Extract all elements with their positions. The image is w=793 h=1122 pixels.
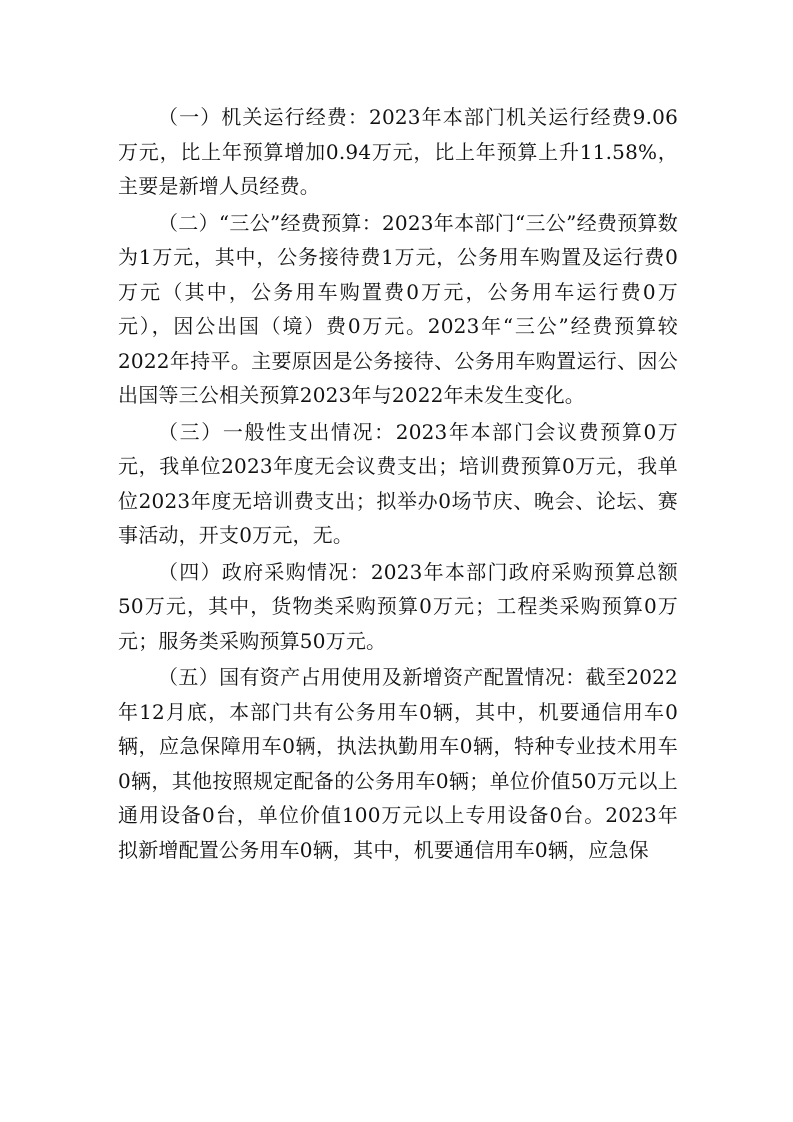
paragraph-three-public-expenses: （二）“三公”经费预算：2023年本部门“三公”经费预算数为1万元，其中，公务接待费1万元，公务用车购置及运行费0万元（其中，公务用车购置费0万元，公务用车运行费0万元），因公出国（境）费0万元。2023年“三公”经费预算较2022年持平。主要原因是公务接待、公务用车购置运行、因公出国等三公相关预算2023年与2022年未发生变化。 [118, 210, 678, 407]
paragraph-government-procurement: （四）政府采购情况：2023年本部门政府采购预算总额50万元，其中，货物类采购预算0万元；工程类采购预算0万元；服务类采购预算50万元。 [118, 559, 678, 653]
document-page [118, 100, 678, 869]
paragraph-general-expenditure: （三）一般性支出情况：2023年本部门会议费预算0万元，我单位2023年度无会议费支出；培训费预算0万元，我单位2023年度无培训费支出；拟举办0场节庆、晚会、论坛、赛事活动，开支0万元，无。 [118, 419, 678, 547]
paragraph-operating-expenses: （一）机关运行经费：2023年本部门机关运行经费9.06万元，比上年预算增加0.94万元，比上年预算上升11.58%，主要是新增人员经费。 [118, 105, 678, 198]
paragraph-state-assets: （五）国有资产占用使用及新增资产配置情况：截至2022年12月底，本部门共有公务用车0辆，其中，机要通信用车0辆，应急保障用车0辆，执法执勤用车0辆，特种专业技术用车0辆，其他按照规定配备的公务用车0辆；单位价值50万元以上通用设备0台，单位价值100万元以上专用设备0台。2023年拟新增配置公务用车0辆，其中，机要通信用车0辆，应急保 [118, 665, 678, 862]
